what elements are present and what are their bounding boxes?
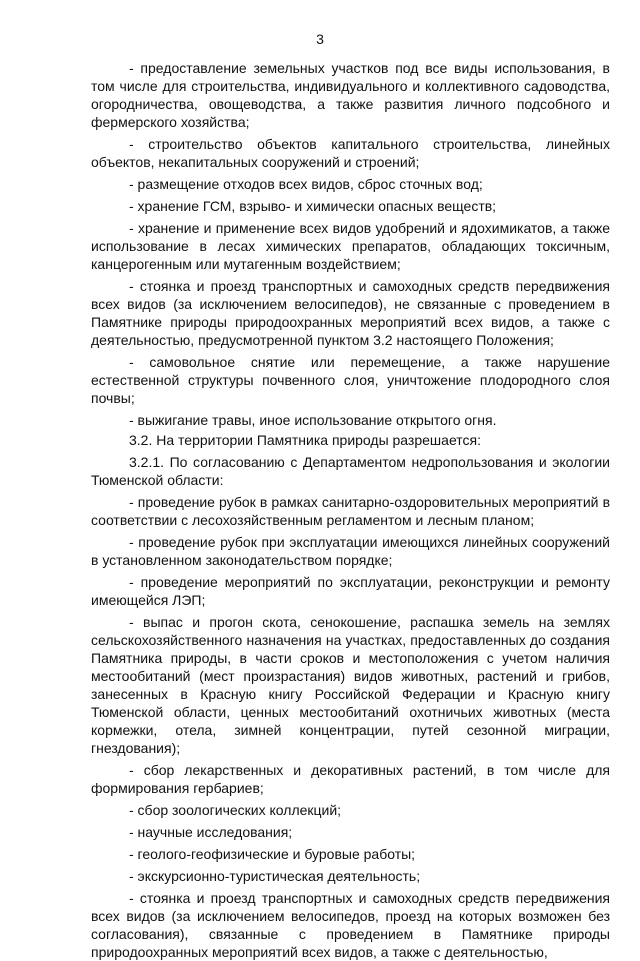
paragraph: - научные исследования;	[129, 824, 293, 840]
section-heading: 3.2. На территории Памятника природы разрешается:	[129, 432, 481, 448]
paragraph: - самовольное снятие или перемещение, а также нарушение естественной структуры почвенного слоя, уничтожение плодородного слоя почвы;	[91, 354, 610, 406]
paragraph: - сбор зоологических коллекций;	[129, 802, 342, 818]
page-number: 3	[316, 31, 324, 47]
paragraph: - хранение и применение всех видов удобрений и ядохимикатов, а также использование в лесах химических препаратов, обладающих токсичным, канцерогенным или мутагенным воздействием;	[91, 220, 610, 272]
subsection-heading: 3.2.1. По согласованию с Департаментом недропользования и экологии Тюменской области:	[91, 454, 610, 488]
paragraph: - стоянка и проезд транспортных и самоходных средств передвижения всех видов (за исключением велосипедов), не связанные с проведением в Памятнике природы природоохранных мероприятий всех видов, а также с деятельностью, предусмотренной пунктом 3.2 настоящего Положения;	[91, 278, 610, 348]
paragraph: - стоянка и проезд транспортных и самоходных средств передвижения всех видов (за исключением велосипедов, проезд на которых возможен без согласования), связанные с проведением в Памятнике природы природоохранных мероприятий всех видов, а также с деятельностью,	[91, 890, 610, 960]
paragraph: - сбор лекарственных и декоративных растений, в том числе для формирования гербариев;	[91, 762, 610, 796]
paragraph: - геолого-геофизические и буровые работы;	[129, 846, 416, 862]
paragraph: - выпас и прогон скота, сенокошение, распашка земель на землях сельскохозяйственного назначения на участках, предоставленных до создания Памятника природы, в части сроков и местоположения с учетом наличия местообитаний (мест произрастания) видов животных, растений и грибов, занесенных в Красную книгу Российской Федерации и Красную книгу Тюменской области, ценных местообитаний охотничьих животных (места кормежки, отела, зимней концентрации, путей сезонной миграции, гнездования);	[91, 614, 610, 756]
document-body	[91, 59, 610, 961]
paragraph: - выжигание травы, иное использование открытого огня.	[129, 412, 497, 428]
paragraph: - строительство объектов капитального строительства, линейных объектов, некапитальных сооружений и строений;	[91, 136, 610, 170]
paragraph: - размещение отходов всех видов, сброс сточных вод;	[129, 176, 483, 192]
paragraph: - проведение рубок в рамках санитарно-оздоровительных мероприятий в соответствии с лесохозяйственным регламентом и лесным планом;	[91, 494, 610, 528]
paragraph: - проведение мероприятий по эксплуатации, реконструкции и ремонту имеющейся ЛЭП;	[91, 574, 610, 608]
paragraph: - предоставление земельных участков под все виды использования, в том числе для строительства, индивидуального и коллективного садоводства, огородничества, овощеводства, а также развития личного подсобного и фермерского хозяйства;	[91, 60, 610, 130]
paragraph: - хранение ГСМ, взрыво- и химически опасных веществ;	[129, 198, 497, 214]
paragraph: - проведение рубок при эксплуатации имеющихся линейных сооружений в установленном законодательством порядке;	[91, 534, 610, 568]
paragraph: - экскурсионно-туристическая деятельность;	[129, 868, 421, 884]
